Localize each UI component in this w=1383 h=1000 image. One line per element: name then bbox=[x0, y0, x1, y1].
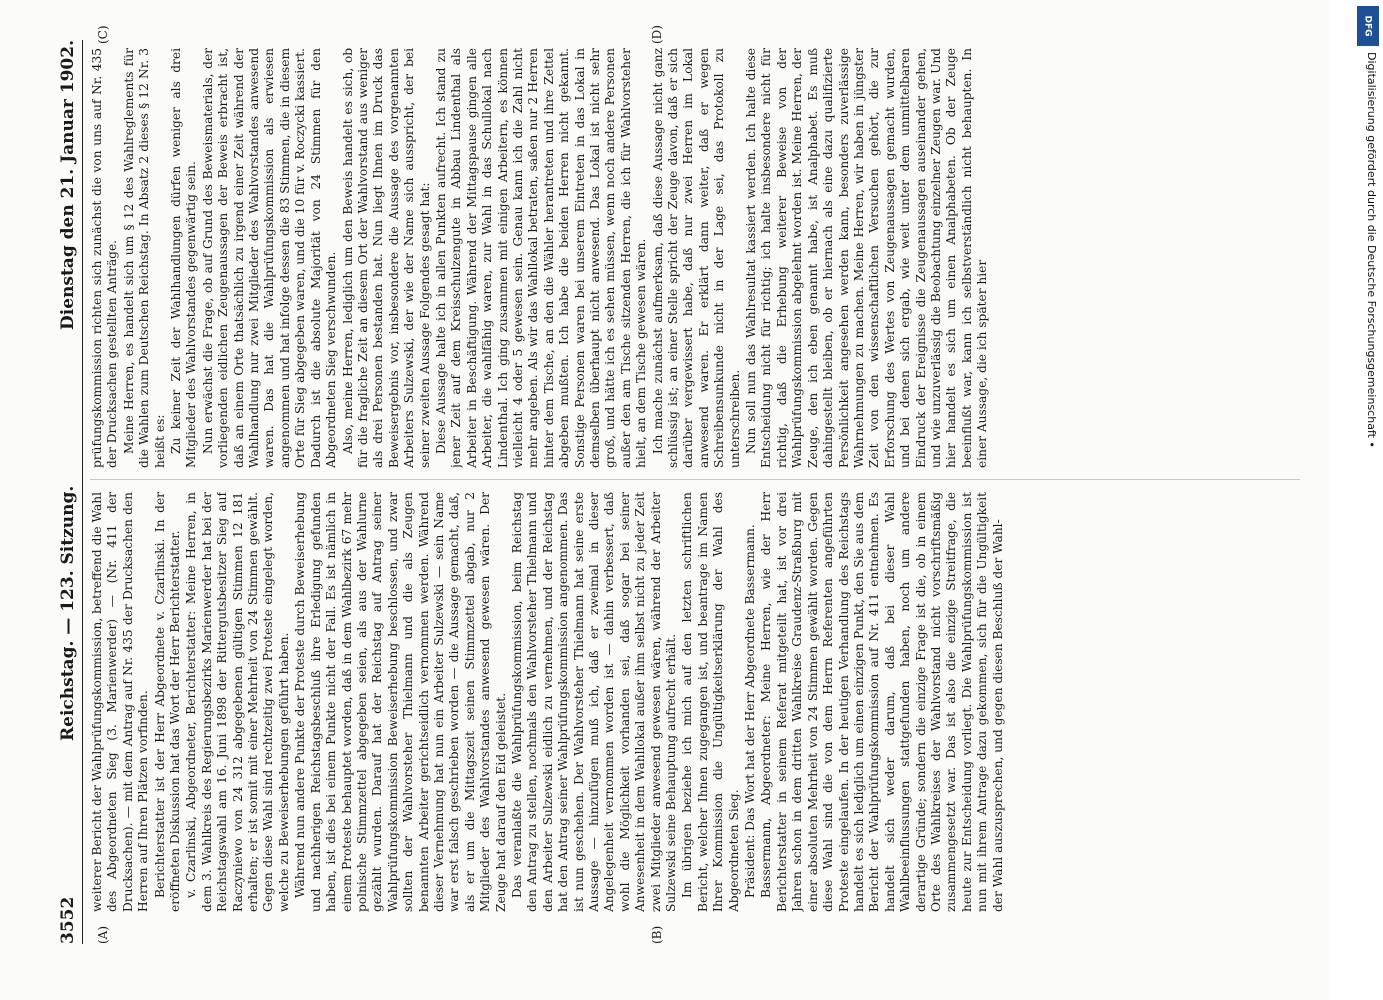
left-column bbox=[90, 492, 1300, 912]
paragraph: prüfungskommission richten sich zunächst die von uns auf Nr. 435 der Drucksachen gestellten Anträge. bbox=[90, 48, 120, 468]
digitization-credit bbox=[1354, 0, 1383, 1000]
paragraph: Das veranlaßte die Wahlprüfungskommission, beim Reichstag den Antrag zu stellen, nochmals den Wahlvorsteher Thielmann und den Arbeiter Sulzewski eidlich zu vernehmen, und der Reichstag hat den Antrag seiner Wahlprüfungskommission angenommen. Das ist nun geschehen. Der Wahlvorsteher Thielmann hat seine erste Aussage — hinzufügen muß ich, daß er zweimal in dieser Angelegenheit vernommen worden ist — dahin verbessert, daß wohl die Möglichkeit vorhanden sei, daß sogar bei seiner Anwesenheit in dem Wahllokal außer ihm selbst nicht zu jeder Zeit zwei Mitglieder anwesend gewesen wären, während der Arbeiter Sulzewski seine Behauptung aufrecht erhält. bbox=[509, 492, 679, 912]
paragraph: Meine Herren, es handelt sich um § 12 des Wahlreglements für die Wahlen zum Deutschen Reichstag. In Absatz 2 dieses § 12 Nr. 3 heißt es: bbox=[121, 48, 167, 468]
page-number: 3552 bbox=[58, 896, 78, 944]
dfg-logo: DFG bbox=[1357, 6, 1379, 46]
paragraph: Nun soll nun das Wahlresultat kassiert werden. Ich halte diese Entscheidung nicht für richtig; ich halte insbesondere nicht für richtig, daß die Erhebung weiterer Beweise von der Wahlprüfungskommission abgelehnt worden ist. Meine Herren, der Zeuge, den ich eben genannt habe, ist Analphabet. Es muß dahingestellt bleiben, ob er hiernach als eine dazu qualifizierte Persönlichkeit angesehen werden kann, besonders zuverlässige Wahrnehmungen zu machen. Meine Herren, wir haben in jüngster Zeit von den wissenschaftlichen Versuchen gehört, die zur Erforschung des Wertes von Zeugenaussagen gemacht wurden, und bei denen sich ergab, wie weit unter dem unmittelbaren Eindruck der Ereignisse die Zeugenaussagen auseinander gehen, und wie unzuverlässig die Beobachtung einzelner Zeugen war. Und hier handelt es sich um einen Analphabeten. Ob der Zeuge beeinflußt war, kann ich selbstverständlich nicht behaupten. In einer Aussage, die ich später hier bbox=[744, 48, 990, 468]
margin-marker-b: (B) bbox=[650, 925, 664, 944]
page-title: Reichstag. — 123. Sitzung. bbox=[58, 485, 78, 741]
paragraph: Ich mache zunächst aufmerksam, daß diese Aussage nicht ganz schlüssig ist; an einer Stelle spricht der Zeuge davon, daß er sich darüber vergewissert habe, daß nur zwei Herren im Lokal anwesend waren. Er erklärt dann weiter, daß er wegen Schreibensunkunde nicht in der Lage sei, das Protokoll zu unterschreiben. bbox=[650, 48, 742, 468]
quotation: Zu keiner Zeit der Wahlhandlungen dürfen weniger als drei Mitglieder des Wahlvorstandes gegenwärtig sein. bbox=[169, 48, 199, 468]
page-date: Dienstag den 21. Januar 1902. bbox=[58, 40, 78, 330]
margin-marker-a: (A) bbox=[96, 925, 110, 944]
column-divider bbox=[90, 479, 1300, 480]
paragraph: weiterer Bericht der Wahlprüfungskommission, betreffend die Wahl des Abgeordneten Sieg (3. Marienwerder) — (Nr. 411 der Drucksachen). — mit dem Antrag auf Nr. 435 der Drucksachen den Herren auf Ihren Plätzen vorfinden. bbox=[90, 492, 151, 912]
paragraph: v. Czarlinski, Abgeordneter, Berichterstatter: Meine Herren, in dem 3. Wahlkreis des Regierungsbezirks Marienwerder hat bei der Reichstagswahl am 16. Juni 1898 der Rittergutsbesitzer Sieg auf Raczyniewo von 24 312 abgegebenen gültigen Stimmen 12 181 erhalten; er ist somit mit einer Mehrheit von 24 Stimmen gewählt. Gegen diese Wahl sind rechtzeitig zwei Proteste eingelegt worden, welche zu Beweiserhebungen geführt haben. bbox=[184, 492, 291, 912]
paragraph: Bassermann, Abgeordneter: Meine Herren, wie der Herr Berichterstatter in seinem Referat mitgeteilt hat, ist vor drei Jahren schon in dem dritten Wahlkreise Graudenz-Straßburg mit einer absoluten Mehrheit von 24 Stimmen gewählt worden. Gegen diese Wahl sind die von dem Herrn Referenten angeführten Proteste eingelaufen. In der heutigen Verhandlung des Reichstags handelt es sich lediglich um einen einzigen Punkt, den Sie aus dem Bericht der Wahlprüfungskommission auf Nr. 411 entnehmen. Es handelt sich weder darum, daß bei dieser Wahl Wahlbeeinflussungen stattgefunden haben, noch um andere derartige Gründe; sondern die einzige Frage ist die, ob in einem Orte des Wahlkreises der Wahlvorstand nicht vorschriftsmäßig zusammengesetzt war. Das ist also die einzige Streitfrage, die heute zur Entscheidung vorliegt. Die Wahlprüfungskommission ist nun mit ihrem Antrage dazu gekommen, sich für die Ungültigkeit der Wahl auszusprechen, und gegen diesen Beschluß der Wahl- bbox=[759, 492, 1005, 912]
paragraph: Berichterstatter ist der Herr Abgeordnete v. Czarlinski. In der eröffneten Diskussion hat das Wort der Herr Berichterstatter. bbox=[152, 492, 183, 912]
paragraph: Also, meine Herren, lediglich um den Beweis handelt es sich, ob für die fragliche Zeit an diesem Ort der Wahlvorstand aus weniger als drei Personen bestanden hat. Nun liegt Ihnen im Druck das Beweisergebnis vor, insbesondere die Aussage des vorgenannten Arbeiters Sulzewski, der wie der Name sich ausspricht, der bei seiner zweiten Aussage Folgendes gesagt hat: bbox=[340, 48, 432, 468]
right-column bbox=[90, 48, 1300, 468]
credit-text: Digitalisierung gefördert durch die Deutsche Forschungsgemeinschaft • bbox=[1365, 52, 1378, 448]
margin-marker-d: (D) bbox=[650, 25, 664, 44]
page-header bbox=[48, 40, 83, 944]
paragraph: Nun erwächst die Frage, ob auf Grund des Beweismaterials, der vorliegenden eidlichen Zeugenaussagen der Beweis erbracht ist, daß an einem Orte thatsächlich zu irgend einer Zeit während der Wahlhandlung nur zwei Mitglieder des Wahlvorstandes anwesend waren. Das hat die Wahlprüfungskommission als erwiesen angenommen und hat infolge dessen die 83 Stimmen, die in diesem Orte für Sieg abgegeben waren, und die 10 für v. Roczycki kassiert. Dadurch ist die absolute Majorität von 24 Stimmen für den Abgeordneten Sieg verschwunden. bbox=[200, 48, 339, 468]
paragraph: Während nun andere Punkte der Proteste durch Beweiserhebung und nachherigen Reichstagsbeschluß ihre Erledigung gefunden haben, ist dies bei einem Punkte nicht der Fall. Es ist nämlich in einem Proteste behauptet worden, daß in dem Wahlbezirk 67 mehr polnische Stimmzettel abgegeben seien, als aus der Wahlurne gezählt wurden. Darauf hat der Reichstag auf Antrag seiner Wahlprüfungskommission Beweiserhebung beschlossen, und zwar sollten der Wahlvorsteher Thielmann und die als Zeugen benannten Arbeiter gerichtseidlich vernommen werden. Während dieser Vernehmung hat nun ein Arbeiter Sulzewski — sein Name war erst falsch geschrieben worden — die Aussage gemacht, daß, als er um die Mittagszeit seinen Stimmzettel abgab, nur 2 Mitglieder des Wahlvorstandes anwesend gewesen wären. Der Zeuge hat darauf den Eid geleistet. bbox=[293, 492, 508, 912]
quotation: Diese Aussage halte ich in allen Punkten aufrecht. Ich stand zu jener Zeit auf dem Kreisschulzengute in Abbau Lindenthal als Arbeiter in Beschäftigung. Während der Mittagspause gingen alle Arbeiter, die wahlfähig waren, zur Wahl in das Schullokal nach Lindenthal. Ich ging zusammen mit einigen Arbeitern, es können vielleicht 4 oder 5 gewesen sein. Genau kann ich die Zahl nicht mehr angeben. Als wir das Wahllokal betraten, saßen nur 2 Herren hinter dem Tische, an den die Wähler herantreten und ihre Zettel abgeben mußten. Ich habe die beiden Herren nicht gekannt. Sonstige Personen waren bei unserem Eintreten in das Lokal in demselben überhaupt nicht anwesend. Das Lokal ist nicht sehr groß, und hätte ich es sehen müssen, wenn noch andere Personen außer den am Tische sitzenden Herren, die ich für Wahlvorsteher hielt, an dem Tische gewesen wären. bbox=[433, 48, 649, 468]
paragraph: Präsident: Das Wort hat der Herr Abgeordnete Bassermann. bbox=[743, 524, 758, 898]
paragraph: Im übrigen beziehe ich mich auf den letzten schriftlichen Bericht, welcher Ihnen zugegangen ist, und beantrage im Namen Ihrer Kommission die Ungültigkeitserklärung der Wahl des Abgeordneten Sieg. bbox=[680, 492, 741, 912]
margin-marker-c: (C) bbox=[96, 25, 110, 44]
